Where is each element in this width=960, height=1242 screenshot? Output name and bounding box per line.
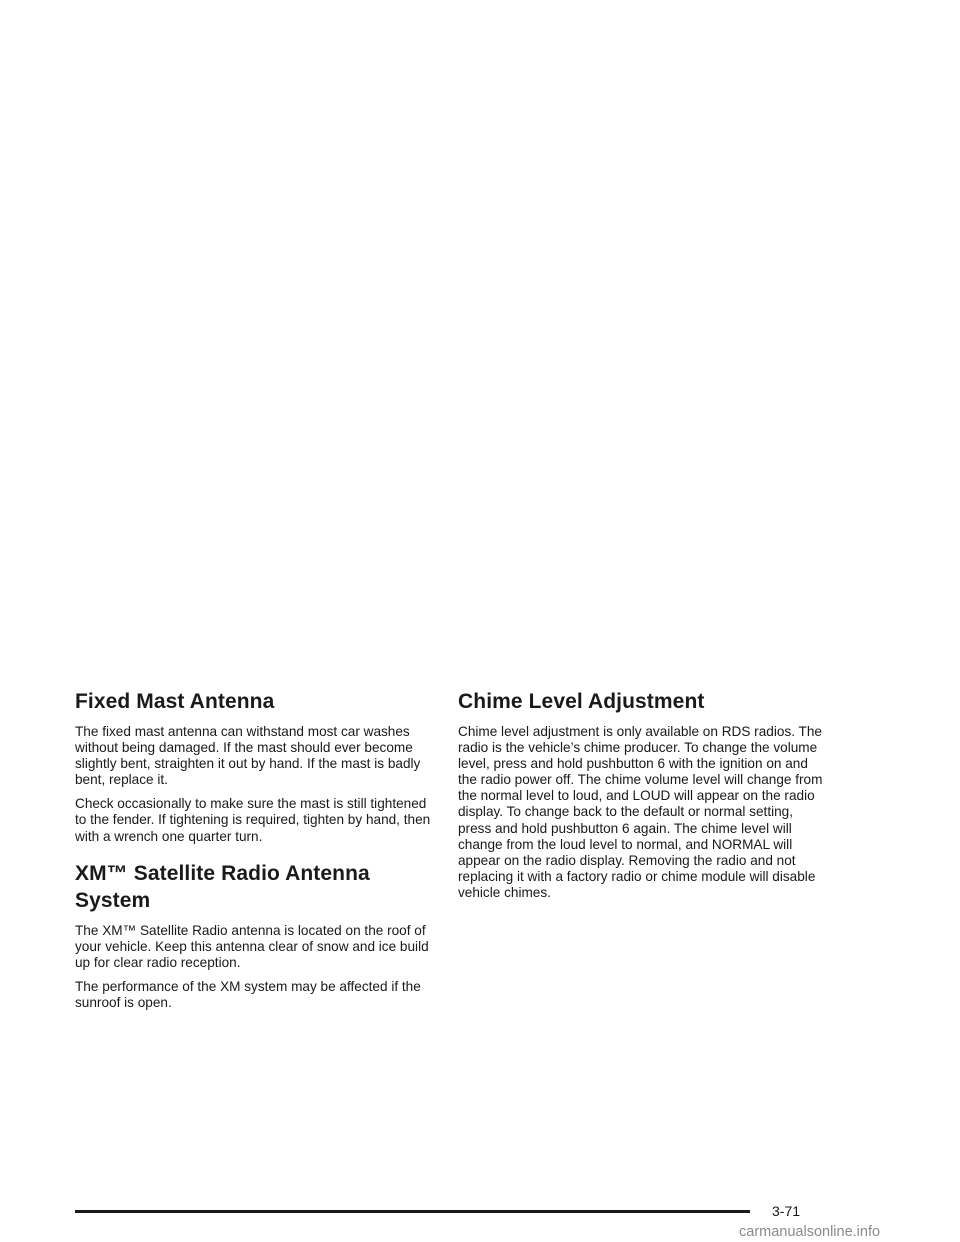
paragraph-fixed-mast-2: Check occasionally to make sure the mast is still tightened to the fender. If tightening is required, tighten by hand, then with a wrench one quarter turn. (75, 796, 431, 844)
right-column (458, 688, 828, 909)
left-column (75, 688, 440, 1019)
watermark-text: carmanualsonline.info (739, 1224, 881, 1240)
section-heading-fixed-mast-antenna: Fixed Mast Antenna (75, 690, 275, 713)
page-number: 3-71 (772, 1203, 801, 1219)
section-heading-chime-level: Chime Level Adjustment (458, 690, 705, 713)
paragraph-fixed-mast-1: The fixed mast antenna can withstand most car washes without being damaged. If the mast should ever become slightly bent, straighten it out by hand. If the mast is badly bent, replace it. (75, 724, 421, 788)
section-heading-xm-antenna: XM™ Satellite Radio Antenna System (75, 861, 370, 912)
paragraph-chime-level-1: Chime level adjustment is only available on RDS radios. The radio is the vehicle’s chime producer. To change the volume level, press and hold pushbutton 6 with the ignition on and the radio power off. The chime volume level will change from the normal level to loud, and LOUD will appear on the radio display. To change back to the default or normal setting, press and hold pushbutton 6 again. The chime level will change from the loud level to normal, and NORMAL will appear on the radio display. Removing the radio and not replacing it with a factory radio or chime module will disable vehicle chimes. (458, 724, 823, 900)
paragraph-xm-antenna-2: The performance of the XM system may be affected if the sunroof is open. (75, 978, 421, 1011)
paragraph-xm-antenna-1: The XM™ Satellite Radio antenna is located on the roof of your vehicle. Keep this antenna clear of snow and ice build up for clear radio reception. (75, 922, 429, 970)
footer-rule (75, 1210, 750, 1213)
